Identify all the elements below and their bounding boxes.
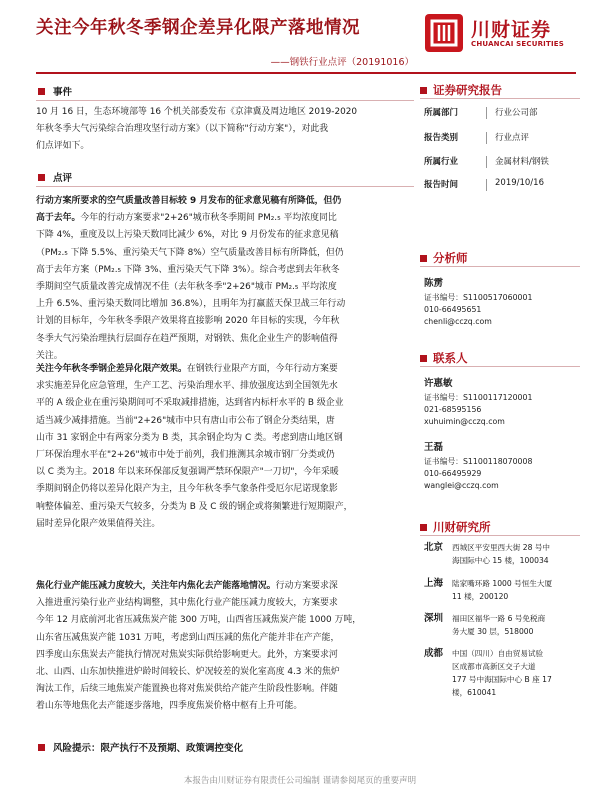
report-title: 关注今年秋冬季钢企差异化限产落地情况 — [36, 18, 360, 38]
paragraph-coking — [36, 578, 414, 716]
risk-heading: 风险提示： 限产执行不及预期、政策调控变化 — [36, 740, 243, 754]
info-row-department: 所属部门 行业公司部 — [424, 108, 538, 118]
paragraph-line — [36, 499, 414, 516]
company-logo — [425, 14, 575, 54]
paragraph-line — [36, 245, 414, 262]
paragraph-line — [36, 361, 414, 378]
contact-phone: 010-66495929 — [424, 469, 482, 478]
bullet-icon — [38, 88, 45, 95]
body-text: 山市 31 家钢企中有两家分类为 B 类，其余钢企均为 C 类。考虑到唐山地区钢 — [36, 432, 343, 443]
body-text: 冬季大气污染治理执行层面存在趋严预期，对钢铁、焦化企业生产的影响值得 — [36, 333, 338, 344]
report-subtitle: ——钢铁行业点评（20191016） — [270, 57, 414, 68]
contact-card — [424, 440, 532, 492]
contact-name: 许惠敏 — [424, 378, 453, 389]
body-text: 响整体偏差、重污染天气较多，分类为 B 及 C 级的钢企或将频繁进行短期限产， — [36, 501, 353, 512]
event-line: 10 月 16 日，生态环境部等 16 个机关部委发布《京津冀及周边地区 2019-2020 — [36, 107, 358, 117]
office-shenzhen: 深圳 福田区福华一路 6 号免税商 务大厦 30 层，518000 — [424, 613, 546, 636]
paragraph-line — [36, 262, 414, 279]
sidebar-divider — [420, 366, 580, 367]
body-text: 关注。 — [36, 350, 63, 361]
contact-card — [424, 376, 532, 428]
paragraph-air-quality — [36, 193, 414, 365]
info-row-category: 报告类别 行业点评 — [424, 133, 530, 143]
body-text: 四季度山东焦炭去产能执行情况对焦炭实际供给影响更大。此外，方案要求河 — [36, 649, 338, 660]
body-text: 着山东等地焦化去产能逐步落地，四季度焦炭价格中枢有上升可能。 — [36, 701, 303, 712]
body-text: 届时差异化限产效果值得关注。 — [36, 518, 161, 529]
contact-cert: 证书编号：S1100117120001 — [424, 393, 533, 402]
bold-lead: 焦化行业产能压减力度较大，关注年内焦化去产能落地情况。 — [36, 581, 276, 591]
logo-mark-icon — [425, 14, 463, 52]
research-heading: 川财研究所 — [420, 519, 491, 535]
paragraph-line — [36, 395, 414, 412]
paragraph-line — [36, 413, 414, 430]
contact-phone: 021-68595156 — [424, 405, 482, 414]
logo-text-cn: 川财证券 — [471, 19, 552, 41]
info-row-date: 报告时间 2019/10/16 — [424, 178, 544, 190]
paragraph-line — [36, 630, 414, 647]
body-text: 淘汰工作，后续三地焦炭产能置换也将对焦炭供给产能产生阶段性影响。伴随 — [36, 684, 338, 695]
paragraph-steel-limits — [36, 361, 414, 533]
event-body — [36, 104, 414, 156]
office-shanghai: 上海 陆家嘴环路 1000 号恒生大厦 11 楼，200120 — [424, 578, 553, 601]
bullet-icon — [420, 524, 427, 531]
bullet-icon — [420, 255, 427, 262]
logo-text-en: CHUANCAI SECURITIES — [471, 40, 564, 48]
header-divider — [36, 72, 576, 74]
bullet-icon — [38, 744, 45, 751]
body-text: 行动方案要求深 — [275, 581, 338, 591]
comment-heading: 点评 — [36, 170, 72, 184]
paragraph-line — [36, 464, 414, 481]
body-text: 上升 6.5%、重污染天数同比增加 36.8%），且明年为打赢蓝天保卫战三年行动 — [36, 299, 346, 310]
analyst-card — [424, 276, 532, 328]
paragraph-line — [36, 227, 414, 244]
body-text: 高于去年方案（PM₂.₅ 下降 3%、重污染天气下降 3%）。综合考虑到去年秋冬 — [36, 264, 340, 275]
body-text: 在钢铁行业限产方面，今年行动方案要 — [186, 364, 338, 374]
paragraph-line — [36, 296, 414, 313]
body-text: 今年的行动方案要求"2+26"城市秋冬季期间 PM₂.₅ 平均浓度同比 — [80, 213, 337, 224]
paragraph-line — [36, 578, 414, 595]
sidebar-divider — [420, 266, 580, 267]
paragraph-line — [36, 698, 414, 715]
body-text: 入推进重污染行业产业结构调整，其中焦化行业产能压减力度较大，方案要求 — [36, 598, 338, 609]
sidebar-divider — [420, 98, 580, 99]
contact-email[interactable]: wanglei@cczq.com — [424, 481, 499, 490]
body-text: 厂环保治理水平在"2+26"城市中处于前列，我们推测其余城市钢厂分类或仍 — [36, 450, 335, 461]
body-text: 求实施差异化应急管理，生产工艺、污染治理水平、排放强度达到全国领先水 — [36, 381, 338, 392]
contact-heading: 联系人 — [420, 350, 468, 366]
info-row-industry: 所属行业 金属材料/钢铁 — [424, 157, 549, 167]
paragraph-line — [36, 430, 414, 447]
paragraph-line — [36, 378, 414, 395]
paragraph-line — [36, 681, 414, 698]
paragraph-line — [36, 210, 414, 227]
body-text: 季期间钢企仍将以差异化限产为主，且今年秋冬季气象条件受厄尔尼诺现象影 — [36, 484, 338, 495]
bold-lead: 关注今年秋冬季钢企差异化限产效果。 — [36, 364, 187, 374]
body-text: 计划的目标年，今年秋冬季限产效果将直接影响 2020 年目标的实现，今年秋 — [36, 316, 340, 327]
body-text: 适当减少减排措施。当前"2+26"城市中只有唐山市公布了钢企分类结果，唐 — [36, 415, 335, 426]
event-heading: 事件 — [36, 84, 72, 98]
body-text: 平的 A 级企业在重污染期间可不采取减排措施，达到省内标杆水平的 B 级企业 — [36, 398, 344, 409]
paragraph-line — [36, 647, 414, 664]
body-text: 山东省压减焦炭产能 1031 万吨，考虑到山西压减的焦化产能并非在产产能， — [36, 632, 340, 643]
body-text: 今年 12 月底前河北省压减焦炭产能 300 万吨，山西省压减焦炭产能 1000 万吨， — [36, 615, 362, 626]
analyst-cert: 证书编号：S1100517060001 — [424, 293, 533, 302]
sidebar-divider — [420, 535, 580, 536]
paragraph-line — [36, 313, 414, 330]
body-text: （PM₂.₅ 下降 5.5%、重污染天气下降 8%）空气质量改善目标有所降低，但仍 — [36, 247, 344, 258]
paragraph-line — [36, 447, 414, 464]
analyst-email[interactable]: chenli@cczq.com — [424, 317, 492, 326]
body-text: 以 C 类为主。2018 年以来环保部反复强调严禁环保限产"一刀切"，今年采暖 — [36, 467, 339, 478]
body-text: 下降 4%，重度及以上污染天数同比减少 6%，对比 9 月份发布的征求意见稿 — [36, 230, 339, 241]
paragraph-line — [36, 279, 414, 296]
paragraph-line — [36, 612, 414, 629]
body-text: 季期间空气质量改善完成情况不佳（去年秋冬季"2+26"城市 PM₂.₅ 平均浓度 — [36, 282, 337, 293]
event-line: 年秋冬季大气污染综合治理攻坚行动方案》（以下简称"行动方案"），对此我 — [36, 124, 329, 135]
bold-lead: 高于去年。 — [36, 213, 81, 224]
comment-divider — [36, 186, 414, 187]
office-beijing: 北京 西城区平安里西大街 28 号中 海国际中心 15 楼，100034 — [424, 542, 551, 565]
analyst-phone: 010-66495651 — [424, 305, 482, 314]
paragraph-line — [36, 516, 414, 533]
analyst-heading: 分析师 — [420, 250, 468, 266]
paragraph-line — [36, 595, 414, 612]
bold-lead: 行动方案所要求的空气质量改善目标较 9 月发布的征求意见稿有所降低，但仍 — [36, 196, 342, 206]
page-footer: 本报告由川财证券有限责任公司编制 谨请参阅尾页的重要声明 — [183, 776, 417, 786]
bullet-icon — [38, 174, 45, 181]
paragraph-line — [36, 664, 414, 681]
office-chengdu: 成都 中国（四川）自由贸易试验 区成都市高新区交子大道 177 号中海国际中心 B 座 17 楼，610041 — [424, 648, 552, 697]
bullet-icon — [420, 87, 427, 94]
contact-name: 王磊 — [424, 442, 444, 453]
paragraph-line — [36, 481, 414, 498]
body-text: 北、山西、山东加快推进炉龄时间较长、炉况较差的炭化室高度 4.3 米的焦炉 — [36, 667, 340, 678]
contact-email[interactable]: xuhuimin@cczq.com — [424, 417, 505, 426]
event-divider — [36, 100, 414, 101]
paragraph-line — [36, 331, 414, 348]
event-line: 们点评如下。 — [36, 141, 90, 152]
report-info-heading: 证券研究报告 — [420, 82, 502, 98]
analyst-name: 陈雳 — [424, 278, 444, 289]
paragraph-line — [36, 193, 414, 210]
contact-cert: 证书编号：S1100118070008 — [424, 457, 533, 466]
bullet-icon — [420, 355, 427, 362]
